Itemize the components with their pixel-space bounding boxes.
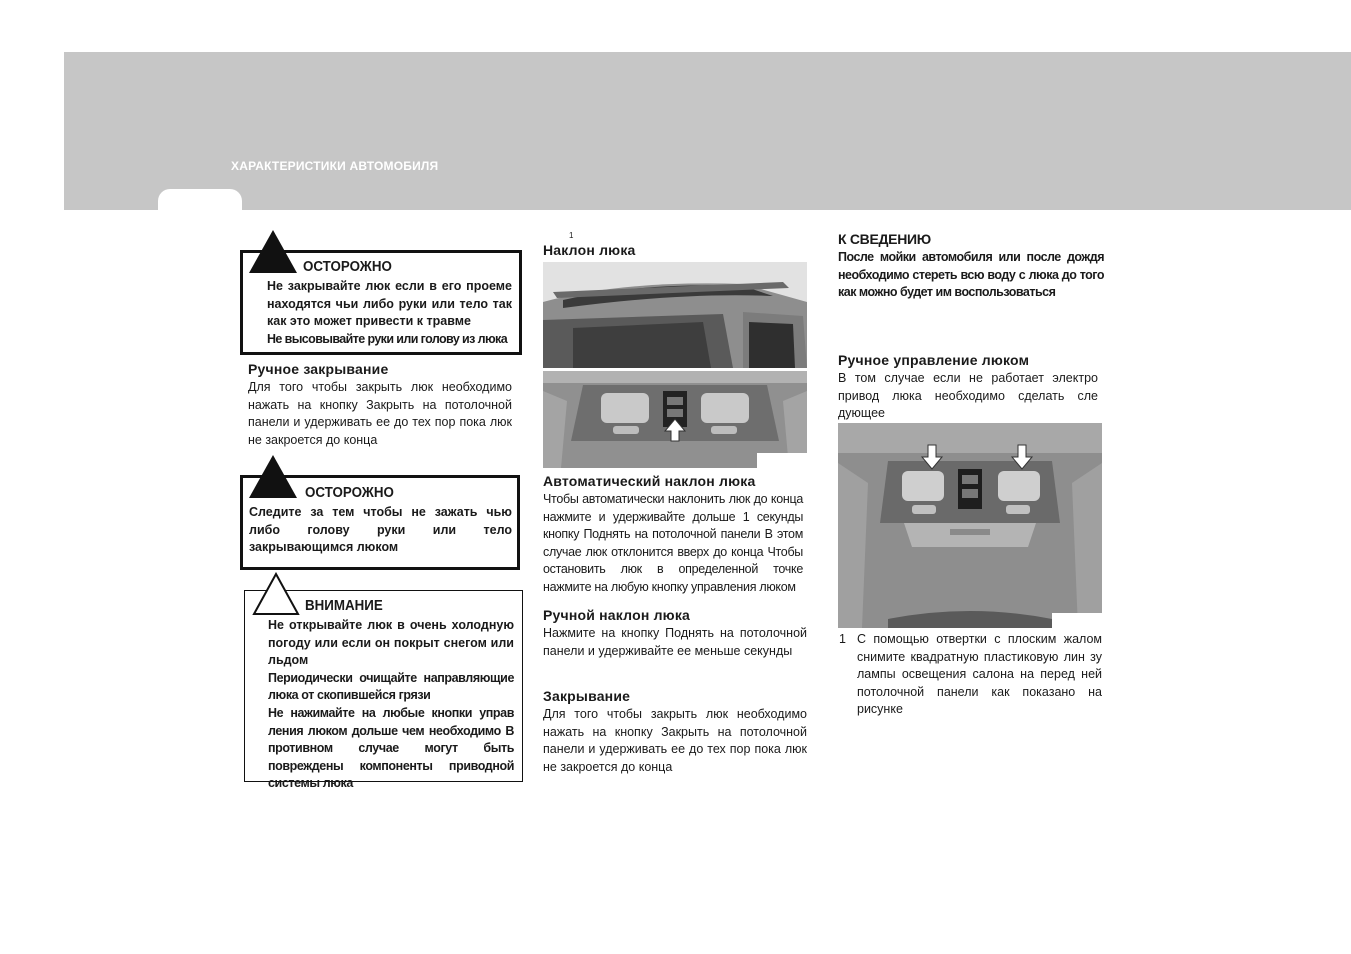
tilt-heading: Наклон люка — [543, 242, 636, 258]
warning-1-paragraph: Не закрывайте люк если в его проеме находятся чьи либо руки или тело так как это может привести к травме — [267, 279, 512, 329]
manual-tilt-heading: Ручной наклон люка — [543, 607, 691, 623]
page-number-tab — [158, 189, 242, 219]
step-number: 1 — [839, 632, 846, 646]
car-roof-photo — [543, 262, 807, 368]
manual-control-heading: Ручное управление люком — [838, 352, 1030, 368]
section-title: ХАРАКТЕРИСТИКИ АВТОМОБИЛЯ — [231, 159, 439, 173]
warning-1-paragraph: Не высовывайте руки или голову из люка — [267, 331, 508, 346]
auto-tilt-text: Чтобы автоматически наклонить люк до конца нажмите и удерживайте дольше 1 секунды кнопку Поднять на потолочной панели В этом случае люк отклонится вверх до конца Чтобы остановить люк в определенной точке нажмите на любую кнопку управления люком — [543, 492, 803, 594]
auto-tilt-heading: Автоматический наклон люка — [543, 473, 756, 489]
warning-2-text: Следите за тем чтобы не зажать чью либо голову руки или тело закрывающимся люком — [249, 505, 512, 555]
warning-1-text — [267, 278, 512, 348]
warning-2-title: ОСТОРОЖНО — [305, 485, 394, 501]
info-text: После мойки автомобиля или после дождя необходимо стереть всю воду с люка до того как можно будет им воспользоваться — [838, 250, 1104, 300]
notice-title: ВНИМАНИЕ — [305, 598, 383, 614]
figure-reference: 1 — [569, 231, 574, 240]
notice-text — [268, 617, 514, 793]
notice-paragraph: Не открывайте люк в очень холодную погоду или если он покрыт снегом или льдом — [268, 618, 514, 668]
notice-paragraph: Не нажимайте на любые кнопки управ ления люком дольше чем необходимо В противном случае могут быть повреждены компоненты приводной системы люка — [268, 705, 514, 791]
manual-tilt-text: Нажмите на кнопку Поднять на потолочной панели и удерживайте ее меньше секунды — [543, 626, 807, 658]
manual-closing-heading: Ручное закрывание — [248, 361, 389, 377]
overhead-lamp-photo — [838, 423, 1102, 628]
step-text: С помощью отвертки с плоским жалом снимите квадратную пластиковую лин зу лампы освещения салона на перед ней потолочной панели как показано на рисунке — [857, 632, 1102, 717]
header-band — [64, 52, 1351, 210]
warning-triangle-icon — [248, 454, 298, 499]
warning-1-title: ОСТОРОЖНО — [303, 259, 392, 275]
closing-heading: Закрывание — [543, 688, 631, 704]
manual-closing-text: Для того чтобы закрыть люк необходимо нажать на кнопку Закрыть на потолочной панели и удерживать ее до тех пор пока люк не закроется до конца — [248, 380, 512, 447]
warning-triangle-icon — [248, 229, 298, 274]
closing-text: Для того чтобы закрыть люк необходимо нажать на кнопку Закрыть на потолочной панели и удерживать ее до тех пор пока люк не закроется до конца — [543, 707, 807, 774]
overhead-console-photo — [543, 371, 807, 468]
info-heading: К СВЕДЕНИЮ — [838, 231, 931, 247]
manual-control-text: В том случае если не работает электро привод люка необходимо сделать сле дующее — [838, 371, 1098, 421]
notice-paragraph: Периодически очищайте направляющие люка от скопившейся грязи — [268, 670, 514, 703]
caution-triangle-icon — [252, 572, 300, 616]
